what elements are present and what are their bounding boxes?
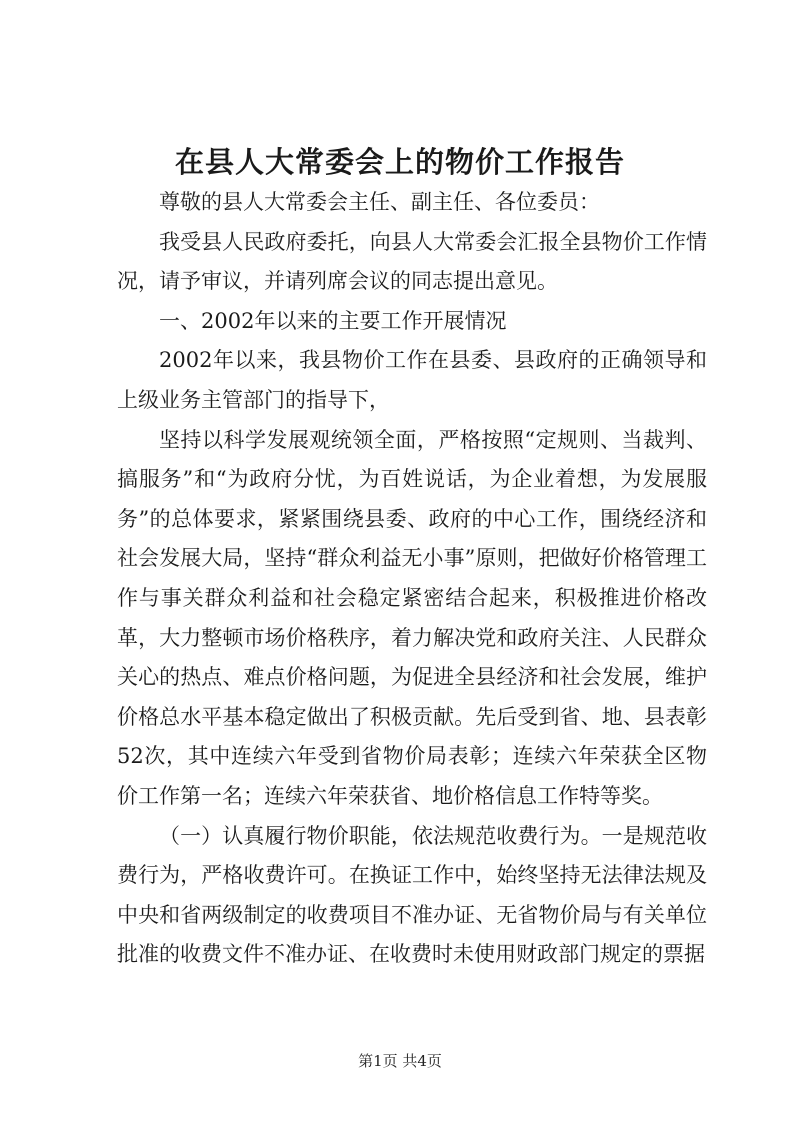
document-title: 在县人大常委会上的物价工作报告 xyxy=(174,145,625,179)
salutation-paragraph: 尊敬的县人大常委会主任、副主任、各位委员： xyxy=(159,190,600,214)
subsection-paragraph: （一）认真履行物价职能，依法规范收费行为。一是规范收费行为，严格收费许可。在换证工作中，始终坚持无法律法规及中央和省两级制定的收费项目不准办证、无省物价局与有关单位批准的收费文件不准办证、在收费时未使用财政部门规定的票据 xyxy=(117,823,707,967)
intro-paragraph: 我受县人民政府委托，向县人大常委会汇报全县物价工作情况，请予审议，并请列席会议的同志提出意见。 xyxy=(117,229,707,294)
body-paragraph: 坚持以科学发展观统领全面，严格按照“定规则、当裁判、搞服务”和“为政府分忧，为百姓说话，为企业着想，为发展服务”的总体要求，紧紧围绕县委、政府的中心工作，围绕经济和社会发展大局，坚持“群众利益无小事”原则，把做好价格管理工作与事关群众利益和社会稳定紧密结合起来，积极推进价格改革，大力整顿市场价格秩序，着力解决党和政府关注、人民群众关心的热点、难点价格问题，为促进全县经济和社会发展，维护价格总水平基本稳定做出了积极贡献。先后受到省、地、县表彰52次，其中连续六年受到省物价局表彰；连续六年荣获全区物价工作第一名；连续六年荣获省、地价格信息工作特等奖。 xyxy=(117,427,707,808)
section-heading: 一、2002年以来的主要工作开展情况 xyxy=(159,308,507,333)
document-body xyxy=(117,183,707,975)
page-footer: 第1页 共4页 xyxy=(358,1052,442,1070)
body-paragraph: 2002年以来，我县物价工作在县委、县政府的正确领导和上级业务主管部门的指导下， xyxy=(117,348,707,412)
